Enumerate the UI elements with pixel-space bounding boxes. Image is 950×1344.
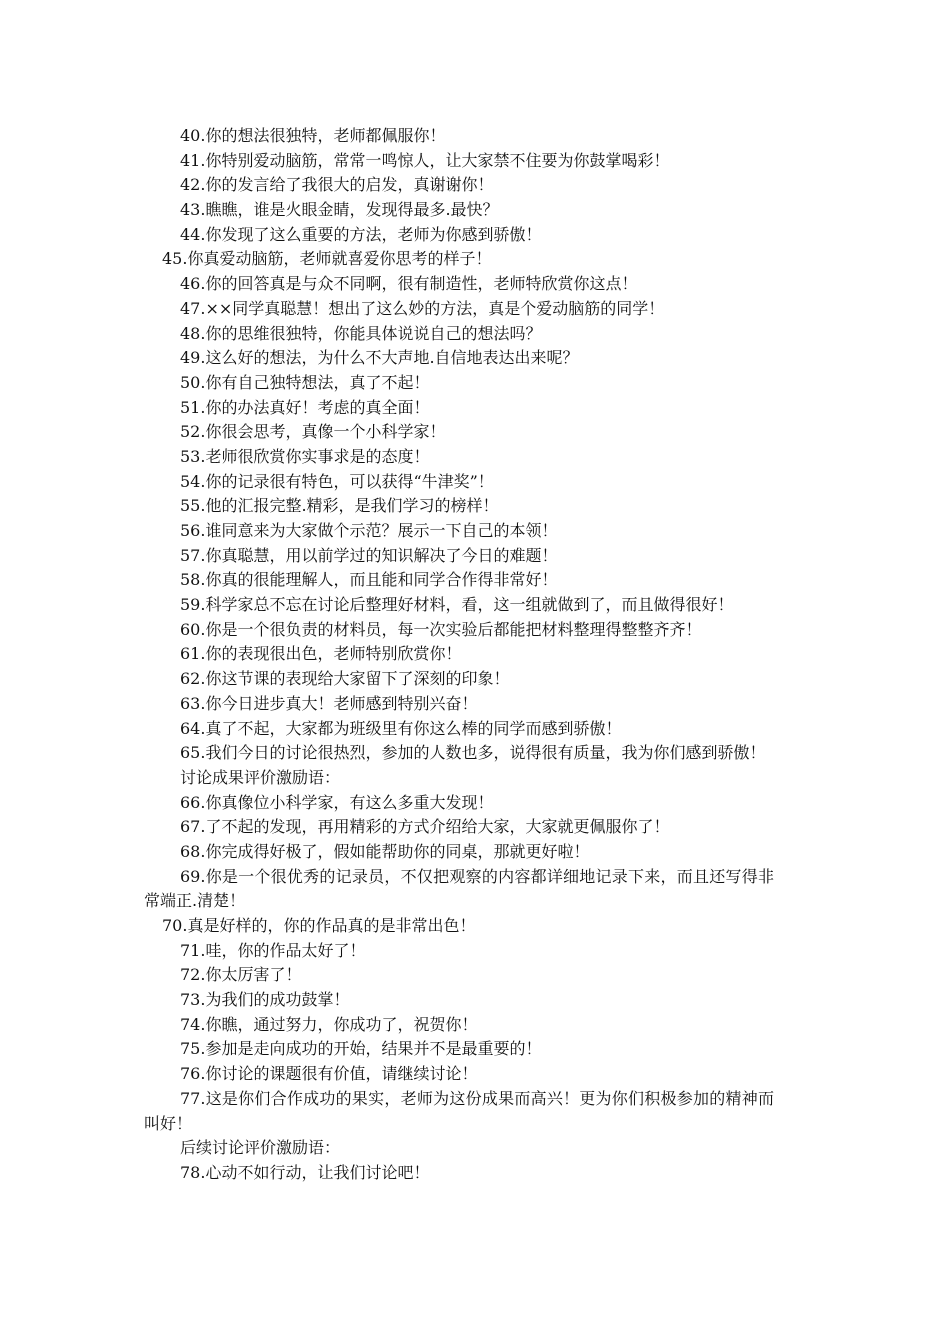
list-item: 75.参加是走向成功的开始，结果并不是最重要的！ (180, 1039, 542, 1059)
list-item: 44.你发现了这么重要的方法，老师为你感到骄傲！ (180, 224, 542, 244)
list-item: 47.××同学真聪慧！想出了这么妙的方法，真是个爱动脑筋的同学！ (180, 298, 665, 318)
list-item: 45.你真爱动脑筋，老师就喜爱你思考的样子！ (162, 249, 492, 269)
list-item: 74.你瞧，通过努力，你成功了，祝贺你！ (180, 1014, 478, 1034)
list-item: 64.真了不起，大家都为班级里有你这么棒的同学而感到骄傲！ (180, 718, 622, 738)
list-item: 50.你有自己独特想法，真了不起！ (180, 372, 430, 392)
list-item: 56.谁同意来为大家做个示范？展示一下自己的本领！ (180, 521, 558, 540)
list-item: 62.你这节课的表现给大家留下了深刻的印象！ (180, 669, 510, 689)
list-item: 73.为我们的成功鼓掌！ (180, 990, 350, 1010)
list-item: 57.你真聪慧，用以前学过的知识解决了今日的难题！ (180, 545, 558, 565)
list-item: 66.你真像位小科学家，有这么多重大发现！ (180, 792, 494, 812)
list-item: 54.你的记录很有特色，可以获得“牛津奖”！ (180, 471, 494, 491)
list-item: 77.这是你们合作成功的果实，老师为这份成果而高兴！更为你们积极参加的精神而叫好！ (144, 1088, 774, 1133)
list-item: 61.你的表现很出色，老师特别欣赏你！ (180, 644, 462, 664)
list-item: 63.你今日进步真大！老师感到特别兴奋！ (180, 693, 478, 713)
list-item: 76.你讨论的课题很有价值，请继续讨论！ (180, 1064, 478, 1084)
list-item: 40.你的想法很独特，老师都佩服你！ (180, 126, 446, 145)
section-heading: 讨论成果评价激励语： (180, 767, 341, 787)
list-item: 48.你的思维很独特，你能具体说说自己的想法吗？ (180, 323, 542, 343)
list-item: 55.他的汇报完整.精彩，是我们学习的榜样！ (180, 496, 499, 516)
list-item: 67.了不起的发现，再用精彩的方式介绍给大家，大家就更佩服你了！ (180, 817, 670, 837)
list-item: 78.心动不如行动，让我们讨论吧！ (180, 1162, 430, 1182)
list-item: 71.哇，你的作品太好了！ (180, 940, 366, 960)
list-item: 42.你的发言给了我很大的启发，真谢谢你！ (180, 175, 494, 195)
list-item: 65.我们今日的讨论很热烈，参加的人数也多，说得很有质量，我为你们感到骄傲！ (180, 743, 766, 763)
list-item: 46.你的回答真是与众不同啊，很有制造性，老师特欣赏你这点！ (180, 274, 638, 294)
list-item: 41.你特别爱动脑筋，常常一鸣惊人，让大家禁不住要为你鼓掌喝彩！ (180, 150, 670, 170)
list-item: 70.真是好样的，你的作品真的是非常出色！ (162, 916, 476, 936)
list-item: 60.你是一个很负责的材料员，每一次实验后都能把材料整理得整整齐齐！ (180, 619, 702, 639)
list-item: 51.你的办法真好！考虑的真全面！ (180, 397, 430, 417)
document-body (0, 124, 950, 1186)
list-item: 68.你完成得好极了，假如能帮助你的同桌，那就更好啦！ (180, 841, 590, 861)
list-item: 69.你是一个很优秀的记录员，不仅把观察的内容都详细地记录下来，而且还写得非常端正.清楚！ (144, 866, 774, 911)
list-item: 53.老师很欣赏你实事求是的态度！ (180, 446, 430, 466)
section-heading: 后续讨论评价激励语： (180, 1138, 341, 1158)
list-item: 49.这么好的想法，为什么不大声地.自信地表达出来呢？ (180, 348, 579, 368)
list-item: 43.瞧瞧，谁是火眼金睛，发现得最多.最快？ (180, 200, 499, 220)
list-item: 59.科学家总不忘在讨论后整理好材料，看，这一组就做到了，而且做得很好！ (180, 595, 734, 615)
list-item: 52.你很会思考，真像一个小科学家！ (180, 422, 446, 442)
list-item: 72.你太厉害了！ (180, 965, 302, 985)
list-item: 58.你真的很能理解人，而且能和同学合作得非常好！ (180, 570, 558, 590)
